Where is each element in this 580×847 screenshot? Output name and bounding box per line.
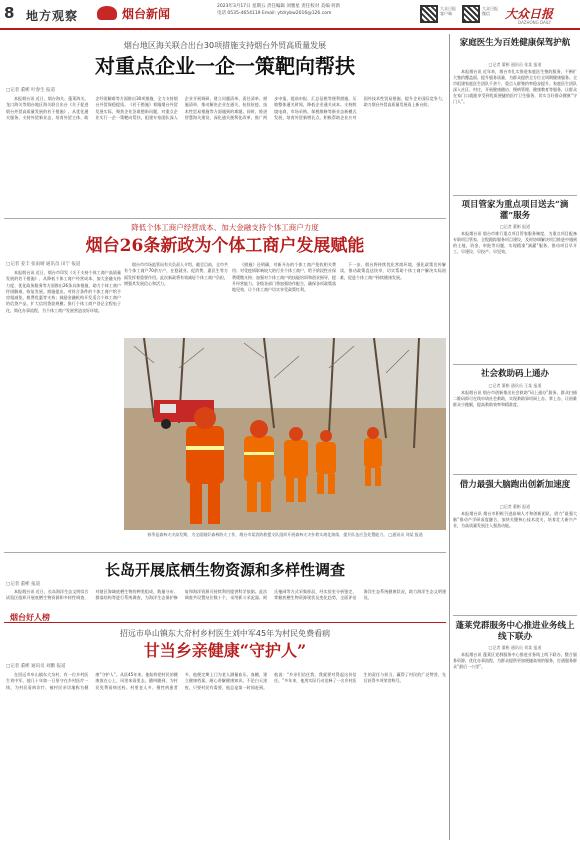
second-kicker: 降低个体工商户经营成本、加大金融支持个体工商户力度	[131, 223, 319, 232]
section-rule	[453, 615, 577, 616]
second-headline: 烟台26条新政为个体工商户发展赋能	[85, 236, 365, 256]
masthead-subtitle: DAZHONG DAILY	[518, 20, 552, 25]
wechat-qr-code-icon	[462, 5, 480, 23]
newspaper-masthead: 大众日报	[505, 7, 554, 21]
profile-tag-label: 烟台好人榜	[10, 613, 50, 622]
right-story-4-body: 本报烟台讯 烟台市积极引进高端人才和创新团队，借力“最强大脑”推动产学研深度融合，加快关键核心技术攻关，培育壮大新兴产业，为高质量发展注入强劲动能。	[453, 511, 577, 529]
right-story-2-body: 本报烟台讯 烟台市推行重点项目管家服务制度，为重点项目配备专职项目管家，全程跟踪服务项目建设，及时协调解决项目推进中遇到的土地、资金、审批等问题，实现精准“滴灌”服务，推动项目早开工、早建设、早投产、早见效。	[453, 231, 577, 255]
third-headline: 长岛开展底栖生物资源和多样性调查	[104, 561, 345, 579]
photo-illustration	[124, 338, 446, 530]
lead-byline: □记者 董彬 叶春生 报道	[6, 88, 56, 93]
right-story-5-headline: 蓬莱党群服务中心推进业务线上线下联办	[455, 621, 575, 642]
contact-info-line: 电话 0535-4654119 Email: ytdrybw2016@126.com	[217, 11, 332, 16]
third-byline: □记者 董彬 报道	[6, 582, 41, 587]
lead-kicker: 烟台地区海关联合出台30项措施支持烟台外贸高质量发展	[123, 41, 327, 50]
right-story-4-headline: 借力最强大脑跑出创新加速度	[459, 480, 571, 490]
right-story-2-headline: 项目管家为重点项目送去“滴灌”服务	[461, 200, 569, 221]
second-article-col3: 《措施》还明确，对新开办的个体工商户免收相关费用；对受疫情影响较大的行业个体工商户，给予阶段性社保费缓缴支持；加强对个体工商户的技能培训和创业指导，提升经营能力。各级各部门将加强协作配合，确保各项政策落地见效，让个体工商户切实享受政策红利。	[232, 262, 336, 293]
edition-info-line: 2023年3月17日 星期五 责任编辑 刘雅星 责任校对 美编 何新	[217, 4, 341, 9]
brand-name: 烟台新闻	[122, 7, 171, 21]
section-rule	[453, 364, 577, 365]
client-qr-code-icon	[420, 5, 438, 23]
wechat-qr-label: 大众日报 微信	[482, 6, 498, 16]
profile-kicker: 招远市阜山镇东大夼村乡村医生刘中军45年为村民免费看病	[119, 629, 331, 638]
lead-article-body: 本报烟台讯 近日，烟台海关、蓬莱海关、龙口海关等烟台地区海关联合出台《关于促进烟台外贸高质量发展的若干措施》，从优化通关服务、支持外贸新业态、培育外贸主体、助企纾困解难等方面推出30项措施，全力支持烟台外贸保稳提质。《若干措施》着眼烟台外贸发展实际，聚焦企业急难愁盼问题，对重点企业实行一企一策靶向帮扶，组建专家团队深入企业开展调研，建立问题清单、责任清单、措施清单，推动解决企业在通关、检验检疫、技术性贸易措施等方面遇到的难题。同时，推进智慧海关建设，深化通关便利化改革，推广两步申报、提前申报、汇总征税等便利措施，压缩整体通关时间，降低企业通关成本。支持跨境电商、市场采购、保税维修等新业态新模式发展，培育外贸新增长点。积极帮助企业应对国外技术性贸易措施，提升企业国际竞争力，助力烟台外贸高质量发展再上新台阶。	[6, 96, 446, 120]
right-story-3-body: 本报烟台讯 烟台市创新推出社会救助“码上通办”服务，群众扫描二维码即可在线申请社会救助，实现救助事项网上办、掌上办，让困难群众少跑腿，提高救助效率和精准度。	[453, 390, 577, 408]
profile-section-tag	[4, 611, 446, 623]
section-rule	[453, 195, 577, 196]
right-story-5-byline: □记者 董彬 通讯员 刘某 报道	[488, 645, 542, 650]
right-story-4-byline: □记者 董彬 报道	[499, 504, 531, 509]
photo-caption: 春季是森林火灾高发期，为全面做好森林防火工作，烟台市某消防救援支队组织开展森林火灾扑救实战化演练，提升队伍应急处置能力。 □通讯员 刘某 报道	[147, 532, 423, 537]
profile-byline: □记者 董彬 通讯员 刘鹏 报道	[6, 664, 66, 669]
right-story-3-headline: 社会救助码上通办	[480, 369, 549, 379]
section-rule	[4, 552, 446, 553]
right-story-3-byline: □记者 董彬 通讯员 王某 报道	[488, 383, 542, 388]
edition-info	[217, 3, 427, 17]
client-qr-label: 大众日报 客户端	[440, 6, 456, 16]
second-byline: □记者 姜丰 张雨晴 通讯员 田宁 报道	[6, 262, 81, 267]
second-article-col1: 本报烟台讯 近日，烟台市印发《关于支持个体工商户高质量发展的若干措施》，从降低个体工商户经营成本、加大金融支持力度、优化政务服务等方面推出26条具体措施，助力个体工商户纾困解难、恢复发展。措施提出，对符合条件的个体工商户给予房租减免、税费优惠等支持；鼓励金融机构开发适合个体工商户的信贷产品，扩大信用贷款规模；推行个体工商户登记全程电子化，简化办事流程，为个体工商户发展营造良好环境。	[6, 270, 121, 313]
page-number: 8	[4, 4, 15, 22]
section-rule	[453, 474, 577, 475]
page-header	[0, 0, 580, 30]
right-story-2-byline: □记者 董彬 报道	[499, 224, 531, 229]
right-story-5-body: 本报烟台讯 蓬莱区党群服务中心推进业务线上线下联办，整合服务资源，优化办事流程，为群众提供更加便捷高效的服务，打通服务群众“最后一公里”。	[453, 652, 577, 670]
right-story-1-body: 本报烟台讯 近年来，烟台市扎实推进家庭医生签约服务，不断扩大签约覆盖面，提升服务质量，为群众提供全方位全周期健康服务。全市组建家庭医生团队千余个，重点人群签约率稳步提升。家庭医生团队深入社区、村庄，开展健康随访、慢病管理、健康教育等服务，让群众在家门口就能享受到优质便捷的医疗卫生服务，切实当好群众健康“守门人”。	[453, 69, 577, 105]
lead-headline: 对重点企业一企一策靶向帮扶	[95, 54, 355, 78]
section-name: 地方观察	[26, 9, 79, 23]
right-story-1-headline: 家庭医生为百姓健康保驾护航	[459, 38, 571, 48]
right-story-1-byline: □记者 董彬 通讯员 张某 报道	[488, 62, 542, 67]
brand-logo-icon	[97, 6, 117, 20]
third-article-body: 本报烟台讯 近日，长岛海洋生态文明综合试验区组织开展底栖生物资源和多样性调查，对辖区海域底栖生物的种类组成、数量分布、群落结构等进行系统调查，为海洋生态保护修复和海洋资源可持续利用提供科学依据。此次调查共设置站位数十个，采用抓斗采泥器、阿氏拖网等方式采集样品，经实验室分析鉴定，掌握底栖生物资源现状及变化趋势，全面评估海洋生态系统健康状况，助力海洋生态文明建设。	[6, 589, 446, 601]
profile-article-body: 在招远市阜山镇东大夼村，有一位乡村医生刘中军，他几十年如一日坚守在乡村医疗一线，为村民看病诊疗，被村民亲切地称为健康“守护人”。从医45年来，他始终把村民的健康放在心上，风里来雨里去，随叫随到，为村民免费看病送药。村里老人多、慢性病患者多，他便定期上门为老人测量血压、血糖，建立健康档案，耐心讲解健康知识。不论白天黑夜，只要村民有需要，他总是第一时间赶到。他说：“乡亲们信任我，我就要对得起这份信任。”多年来，他用实际行动诠释了一名乡村医生的责任与担当，赢得了村民的广泛赞誉，先后获得多项荣誉称号。	[6, 672, 446, 690]
profile-headline: 甘当乡亲健康“守护人”	[143, 641, 307, 660]
second-article-col2: 烟台市市场监管局有关负责人介绍，截至目前，全市共有个体工商户70余万户，在稳就业、促消费、惠民生等方面发挥着重要作用。此次新政将有效减轻个体工商户负担，增强其发展信心和活力。	[124, 262, 228, 286]
column-divider	[449, 34, 450, 840]
second-article-col4: 下一步，烟台将持续优化营商环境，强化政策宣传解读，推动政策直达快享，切实帮助个体工商户解决实际困难，促进个体工商户持续健康发展。	[340, 262, 446, 280]
section-rule	[4, 218, 446, 219]
firefighter-drill-photo	[124, 338, 446, 530]
